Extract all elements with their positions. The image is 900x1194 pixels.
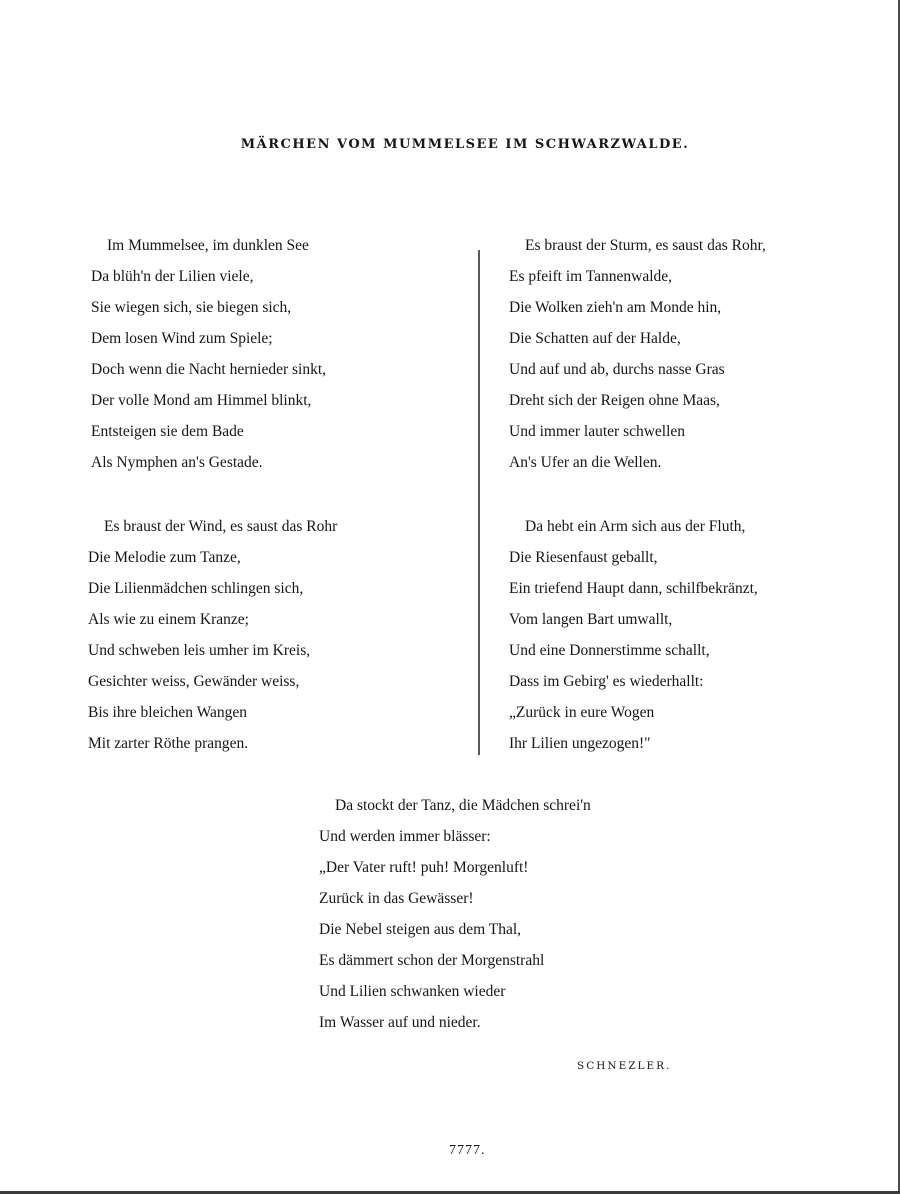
column-divider (478, 250, 480, 755)
verse-line: Doch wenn die Nacht hernieder sinkt, (91, 361, 327, 378)
verse-line: Und auf und ab, durchs nasse Gras (509, 361, 725, 378)
verse-line: Es braust der Wind, es saust das Rohr (104, 518, 338, 535)
verse-line: Die Riesenfaust geballt, (509, 549, 658, 566)
verse-line: Da stockt der Tanz, die Mädchen schrei'n (335, 797, 591, 814)
author-signature: SCHNEZLER. (577, 1060, 672, 1072)
verse-line: Die Lilienmädchen schlingen sich, (88, 580, 304, 597)
poem-title: MÄRCHEN VOM MUMMELSEE IM SCHWARZWALDE. (240, 137, 690, 152)
verse-line: Vom langen Bart umwallt, (509, 611, 673, 628)
stanza-4 (509, 511, 758, 759)
verse-line: Ihr Lilien ungezogen!" (509, 735, 651, 752)
verse-line: Der volle Mond am Himmel blinkt, (91, 392, 312, 409)
verse-line: Und Lilien schwanken wieder (319, 983, 506, 1000)
verse-line: Es pfeift im Tannenwalde, (509, 268, 673, 285)
stanza-5 (319, 790, 591, 1038)
verse-line: Es braust der Sturm, es saust das Rohr, (525, 237, 766, 254)
verse-line: Ein triefend Haupt dann, schilfbekränzt, (509, 580, 758, 597)
stanza-1 (91, 230, 326, 478)
verse-line: Da blüh'n der Lilien viele, (91, 268, 254, 285)
verse-line: Als wie zu einem Kranze; (88, 611, 249, 628)
verse-line: Und immer lauter schwellen (509, 423, 686, 440)
verse-line: „Zurück in eure Wogen (509, 704, 655, 721)
stanza-3 (88, 511, 337, 759)
verse-line: Mit zarter Röthe prangen. (88, 735, 249, 752)
verse-line: Im Wasser auf und nieder. (319, 1014, 481, 1031)
verse-line: Gesichter weiss, Gewänder weiss, (88, 673, 300, 690)
verse-line: Im Mummelsee, im dunklen See (107, 237, 309, 254)
verse-line: „Der Vater ruft! puh! Morgenluft! (319, 859, 529, 876)
verse-line: Und werden immer blässer: (319, 828, 491, 845)
verse-line: Da hebt ein Arm sich aus der Fluth, (525, 518, 746, 535)
verse-line: Bis ihre bleichen Wangen (88, 704, 248, 721)
verse-line: Die Schatten auf der Halde, (509, 330, 681, 347)
verse-line: Sie wiegen sich, sie biegen sich, (91, 299, 292, 316)
verse-line: Dem losen Wind zum Spiele; (91, 330, 273, 347)
verse-line: Als Nymphen an's Gestade. (91, 454, 263, 471)
page-number: 7777. (449, 1143, 486, 1158)
verse-line: Die Wolken zieh'n am Monde hin, (509, 299, 722, 316)
verse-line: Zurück in das Gewässer! (319, 890, 474, 907)
verse-line: Und eine Donnerstimme schallt, (509, 642, 710, 659)
stanza-2 (509, 230, 766, 478)
verse-line: Entsteigen sie dem Bade (91, 423, 244, 440)
verse-line: An's Ufer an die Wellen. (509, 454, 662, 471)
verse-line: Die Melodie zum Tanze, (88, 549, 241, 566)
verse-line: Dreht sich der Reigen ohne Maas, (509, 392, 720, 409)
verse-line: Dass im Gebirg' es wiederhallt: (509, 673, 704, 690)
verse-line: Es dämmert schon der Morgenstrahl (319, 952, 545, 969)
verse-line: Und schweben leis umher im Kreis, (88, 642, 311, 659)
verse-line: Die Nebel steigen aus dem Thal, (319, 921, 522, 938)
